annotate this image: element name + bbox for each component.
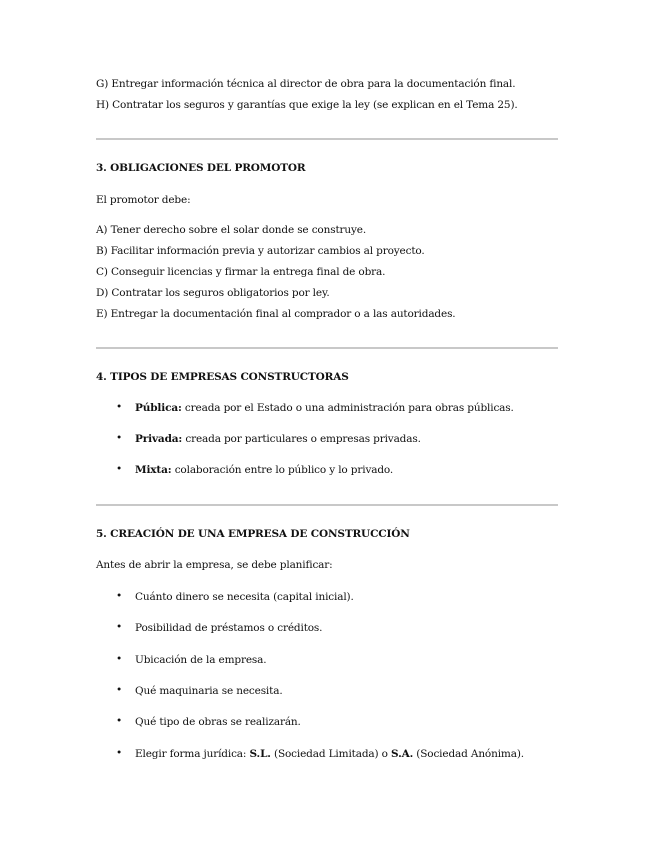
legal-form-sl: S.L. <box>249 748 271 760</box>
planning-item: Qué maquinaria se necesita. <box>135 685 283 697</box>
planning-item: Posibilidad de préstamos o créditos. <box>135 622 323 634</box>
obligation-item: B) Facilitar información previa y autorizar cambios al proyecto. <box>96 245 425 257</box>
company-type-desc: creada por el Estado o una administración para obras públicas. <box>181 402 514 414</box>
obligation-item: C) Conseguir licencias y firmar la entrega final de obra. <box>96 266 386 278</box>
obligation-item: A) Tener derecho sobre el solar donde se construye. <box>96 224 367 236</box>
planning-item: Ubicación de la empresa. <box>135 654 267 666</box>
company-type-item <box>135 402 514 414</box>
company-type-term: Mixta: <box>135 464 172 476</box>
company-type-term: Pública: <box>135 402 182 414</box>
horizontal-divider <box>96 504 558 506</box>
company-type-item <box>135 464 393 476</box>
paragraph-line: H) Contratar los seguros y garantías que exige la ley (se explican en el Tema 25). <box>96 99 518 111</box>
legal-form-sl-desc: (Sociedad Limitada) o <box>270 748 392 760</box>
company-type-desc: colaboración entre lo público y lo privado. <box>171 464 394 476</box>
company-type-term: Privada: <box>135 433 183 445</box>
company-type-item <box>135 433 421 445</box>
company-type-desc: creada por particulares o empresas privadas. <box>182 433 421 445</box>
section-3-intro: El promotor debe: <box>96 194 191 206</box>
bullet-icon: • <box>116 463 123 475</box>
bullet-icon: • <box>116 432 123 444</box>
planning-item: Cuánto dinero se necesita (capital inicial). <box>135 591 354 603</box>
legal-form-sa: S.A. <box>391 748 414 760</box>
bullet-icon: • <box>116 715 123 727</box>
section-5-heading: 5. CREACIÓN DE UNA EMPRESA DE CONSTRUCCIÓN <box>96 528 410 540</box>
section-5-intro: Antes de abrir la empresa, se debe planificar: <box>96 559 333 571</box>
bullet-icon: • <box>116 747 123 759</box>
bullet-icon: • <box>116 684 123 696</box>
bullet-icon: • <box>116 621 123 633</box>
bullet-icon: • <box>116 653 123 665</box>
horizontal-divider <box>96 347 558 349</box>
obligation-item: D) Contratar los seguros obligatorios por ley. <box>96 287 330 299</box>
legal-form-sa-desc: (Sociedad Anónima). <box>413 748 524 760</box>
paragraph-line: G) Entregar información técnica al director de obra para la documentación final. <box>96 78 516 90</box>
legal-form-prefix: Elegir forma jurídica: <box>135 748 250 760</box>
section-4-heading: 4. TIPOS DE EMPRESAS CONSTRUCTORAS <box>96 371 349 383</box>
planning-item-legal-form <box>135 748 524 760</box>
horizontal-divider <box>96 138 558 140</box>
obligation-item: E) Entregar la documentación final al comprador o a las autoridades. <box>96 308 456 320</box>
bullet-icon: • <box>116 401 123 413</box>
planning-item: Qué tipo de obras se realizarán. <box>135 716 301 728</box>
section-3-heading: 3. OBLIGACIONES DEL PROMOTOR <box>96 162 306 174</box>
bullet-icon: • <box>116 590 123 602</box>
